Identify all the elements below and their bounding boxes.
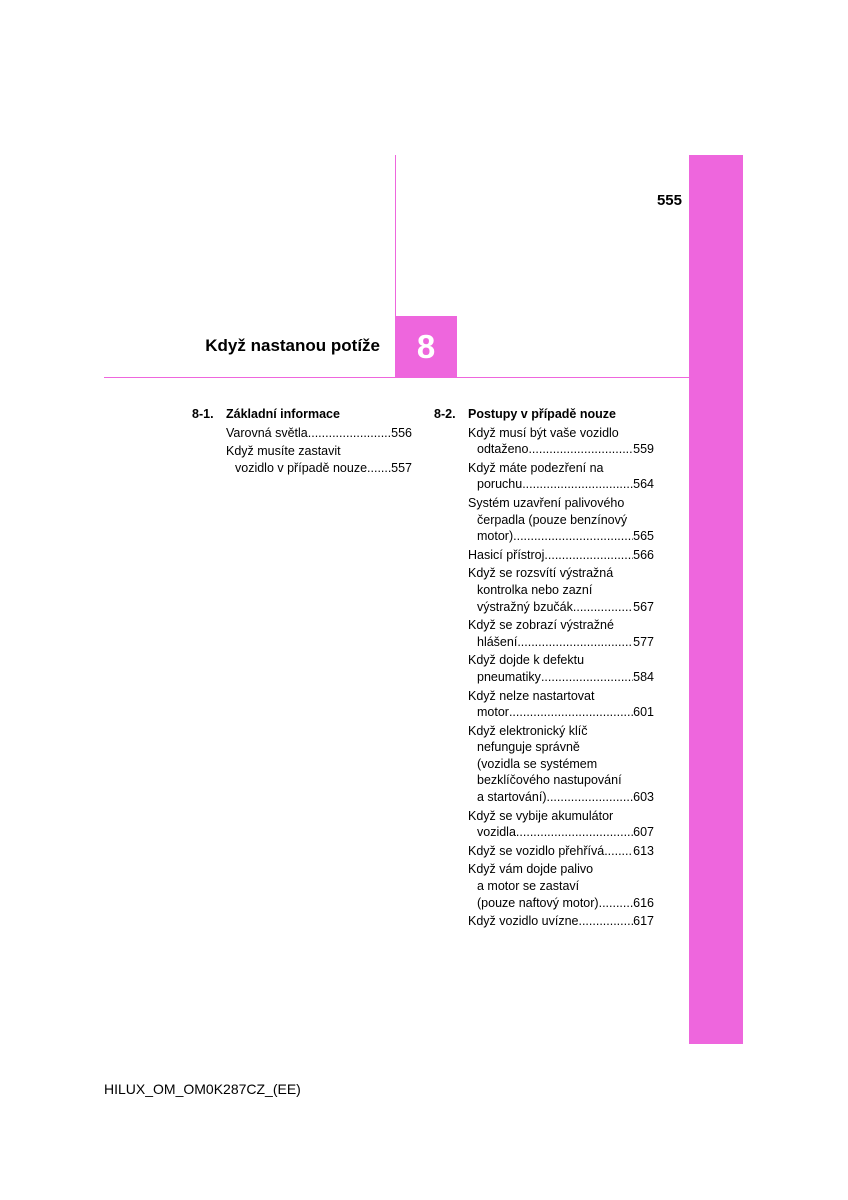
toc-entry-line: Když se rozsvítí výstražná — [468, 566, 614, 581]
toc-entry-leader-line — [468, 824, 654, 841]
toc-entry[interactable] — [468, 495, 654, 545]
toc-section-8-1 — [192, 406, 412, 478]
toc-entry-leader-line — [468, 789, 654, 806]
dot-leader — [367, 460, 391, 477]
toc-entry-text: pneumatiky — [477, 669, 541, 684]
toc-entry-line: (vozidla se systémem — [477, 756, 598, 771]
dot-leader — [528, 441, 633, 458]
dot-leader — [544, 547, 633, 564]
toc-entry-line: Když dojde k defektu — [468, 653, 585, 668]
section-heading — [192, 406, 412, 423]
toc-entry[interactable] — [468, 652, 654, 685]
toc-entry-leader-line — [468, 547, 654, 564]
dot-leader — [573, 599, 633, 616]
toc-page-number: 557 — [391, 460, 412, 475]
toc-entry-line: Když máte podezření na — [468, 460, 604, 475]
toc-page-number: 603 — [633, 790, 654, 805]
toc-entry-text: a startování) — [477, 790, 547, 805]
toc-entry[interactable] — [468, 425, 654, 458]
toc-page-number: 565 — [633, 529, 654, 544]
toc-entry[interactable] — [468, 808, 654, 841]
toc-page-number: 577 — [633, 634, 654, 649]
toc-entry-line: Když nelze nastartovat — [468, 688, 595, 703]
toc-entry[interactable] — [226, 443, 412, 476]
toc-entry-leader-line — [468, 599, 654, 616]
toc-entry-leader-line — [468, 476, 654, 493]
dot-leader — [578, 913, 633, 930]
toc-entry-line: nefunguje správně — [477, 740, 580, 755]
toc-page-number: 556 — [391, 425, 412, 440]
dot-leader — [516, 824, 633, 841]
dot-leader — [599, 895, 634, 912]
toc-entry-leader-line — [468, 704, 654, 721]
toc-page-number: 601 — [633, 705, 654, 720]
toc-page-number: 617 — [633, 914, 654, 929]
toc-entry-leader-line — [226, 460, 412, 477]
vertical-divider — [395, 155, 396, 318]
toc-entry-text: Varovná světla — [226, 425, 308, 440]
toc-entry-text: Když vozidlo uvízne — [468, 914, 579, 929]
toc-entry[interactable] — [468, 617, 654, 650]
toc-entry[interactable] — [468, 843, 654, 860]
toc-entry-leader-line — [468, 913, 654, 930]
toc-entry[interactable] — [468, 688, 654, 721]
toc-entry[interactable] — [468, 547, 654, 564]
toc-page-number: 584 — [633, 669, 654, 684]
toc-entry-line: Když se vybije akumulátor — [468, 808, 614, 823]
dot-leader — [604, 843, 633, 860]
dot-leader — [513, 528, 633, 545]
toc-page-number: 566 — [633, 547, 654, 562]
toc-entry[interactable] — [468, 723, 654, 806]
toc-entry-leader-line — [468, 895, 654, 912]
section-title: Postupy v případě nouze — [468, 407, 616, 421]
chapter-title: Když nastanou potíže — [205, 336, 380, 355]
section-number: 8-1. — [192, 407, 214, 421]
toc-entry-text: hlášení — [477, 634, 518, 649]
toc-entry-line: Když vám dojde palivo — [468, 862, 594, 877]
dot-leader — [541, 669, 633, 686]
toc-page-number: 567 — [633, 599, 654, 614]
dot-leader — [308, 425, 391, 442]
toc-entry-leader-line — [468, 528, 654, 545]
chapter-number-badge — [395, 316, 457, 378]
chapter-side-tab — [689, 155, 743, 1044]
document-code-footer: HILUX_OM_OM0K287CZ_(EE) — [104, 1081, 301, 1097]
toc-entry-text: vozidla — [477, 825, 516, 840]
toc-entry-text: (pouze naftový motor) — [477, 895, 599, 910]
section-title: Základní informace — [226, 407, 340, 421]
toc-entry-line: Systém uzavření palivového — [468, 495, 625, 510]
toc-entry-line: kontrolka nebo zazní — [477, 582, 593, 597]
toc-entry-leader-line — [468, 441, 654, 458]
toc-entry-text: odtaženo — [477, 442, 529, 457]
toc-entry-leader-line — [468, 843, 654, 860]
toc-entry-text: Když se vozidlo přehřívá — [468, 843, 605, 858]
toc-page-number: 559 — [633, 442, 654, 457]
toc-entry-line: a motor se zastaví — [477, 879, 580, 894]
section-heading — [434, 406, 654, 423]
toc-entry-leader-line — [468, 634, 654, 651]
toc-entry-line: Když se zobrazí výstražné — [468, 618, 614, 633]
toc-entry-text: výstražný bzučák — [477, 599, 573, 614]
dot-leader — [546, 789, 633, 806]
toc-entry[interactable] — [468, 460, 654, 493]
toc-entry-line: Když elektronický klíč — [468, 723, 588, 738]
toc-page-number: 564 — [633, 477, 654, 492]
dot-leader — [517, 634, 633, 651]
dot-leader — [522, 476, 633, 493]
dot-leader — [509, 704, 633, 721]
toc-entry[interactable] — [468, 565, 654, 615]
toc-entry-leader-line — [468, 669, 654, 686]
toc-entry-line: Když musí být vaše vozidlo — [468, 425, 619, 440]
toc-page-number: 607 — [633, 825, 654, 840]
toc-entry-text: Hasicí přístroj — [468, 547, 545, 562]
toc-entry[interactable] — [468, 913, 654, 930]
section-number: 8-2. — [434, 407, 456, 421]
toc-page-number: 613 — [633, 843, 654, 858]
toc-entry-text: poruchu — [477, 477, 523, 492]
toc-entry[interactable] — [468, 861, 654, 911]
toc-entry-line: čerpadla (pouze benzínový — [477, 512, 628, 527]
toc-section-8-2 — [434, 406, 654, 932]
toc-entry-text: motor — [477, 705, 509, 720]
toc-page-number: 616 — [633, 895, 654, 910]
chapter-number: 8 — [416, 328, 436, 365]
toc-entry-line: bezklíčového nastupování — [477, 773, 622, 788]
toc-entry-leader-line — [226, 425, 412, 442]
toc-entry-line: Když musíte zastavit — [226, 444, 341, 459]
toc-entry-text: motor) — [477, 529, 514, 544]
toc-entry[interactable] — [226, 425, 412, 442]
toc-entry-text: vozidlo v případě nouze — [235, 460, 368, 475]
page-number: 555 — [656, 192, 682, 209]
